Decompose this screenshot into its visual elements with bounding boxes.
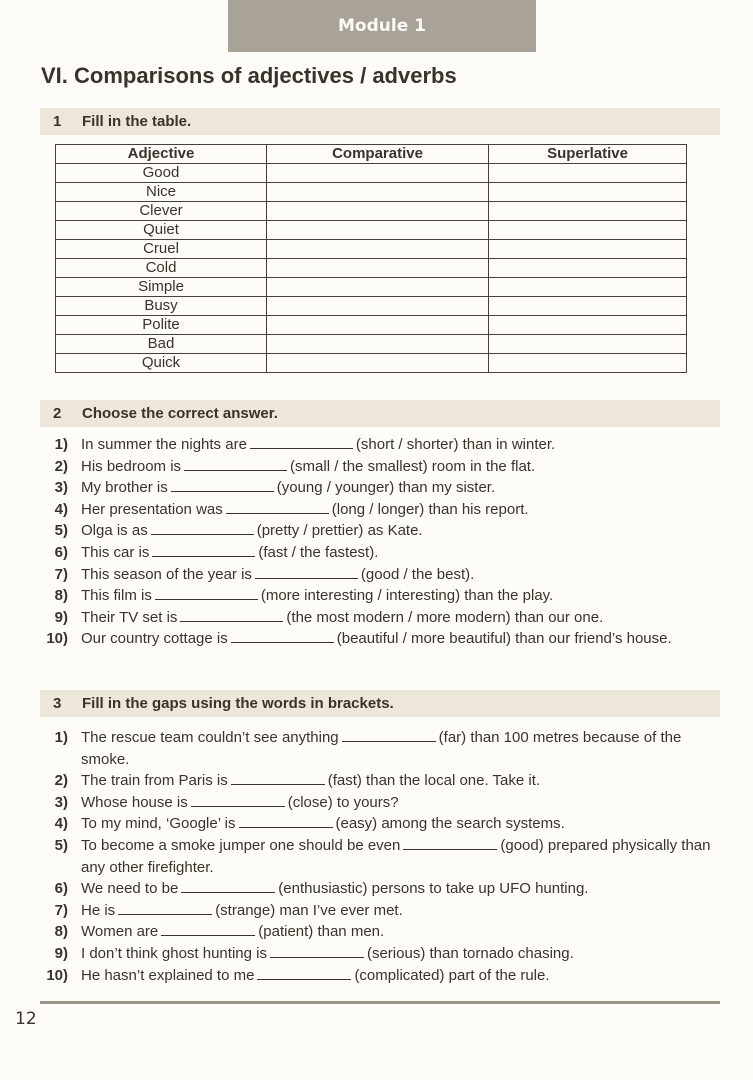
answer-blank[interactable] [155, 585, 258, 600]
exercise-item [40, 921, 730, 943]
item-text-before: We need to be [81, 880, 179, 898]
exercise-item [40, 542, 730, 564]
table-row [56, 354, 687, 373]
item-text-after: (close) to yours? [287, 793, 399, 811]
exercise-instruction: Fill in the gaps using the words in brackets. [82, 695, 394, 712]
comparative-cell[interactable] [267, 221, 489, 240]
exercise-3-items [40, 727, 730, 986]
answer-blank[interactable] [231, 628, 334, 643]
item-text-after: (fast) than the local one. Take it. [327, 772, 541, 790]
item-text-before: I don’t think ghost hunting is [81, 944, 267, 962]
item-text-before: Our country cottage is [81, 630, 228, 648]
superlative-cell[interactable] [489, 259, 687, 278]
item-text-before: This car is [81, 543, 150, 561]
item-number: 4) [54, 815, 68, 833]
answer-blank[interactable] [161, 921, 255, 936]
answer-blank[interactable] [180, 607, 283, 622]
item-number: 9) [54, 608, 68, 626]
answer-blank[interactable] [403, 835, 497, 850]
item-number: 7) [54, 565, 68, 583]
table-header-row [56, 145, 687, 164]
table-row [56, 183, 687, 202]
exercise-item [40, 520, 730, 542]
exercise-item [40, 792, 730, 814]
comparative-cell[interactable] [267, 164, 489, 183]
exercise-number: 2 [53, 405, 62, 422]
item-text-before: In summer the nights are [81, 436, 247, 453]
superlative-cell[interactable] [489, 221, 687, 240]
adjective-cell: Bad [56, 335, 267, 354]
item-number: 3) [54, 793, 68, 811]
item-number: 10) [46, 966, 68, 984]
column-header: Adjective [56, 145, 267, 164]
item-text-after: (long / longer) than his report. [331, 500, 529, 518]
exercise-item [40, 607, 730, 629]
adjective-cell: Cruel [56, 240, 267, 259]
exercise-item [40, 564, 730, 586]
item-text-before: He hasn’t explained to me [81, 966, 255, 984]
answer-blank[interactable] [231, 770, 325, 785]
item-text-after: (fast / the fastest). [258, 543, 379, 561]
comparative-cell[interactable] [267, 183, 489, 202]
exercise-item [40, 585, 730, 607]
adjective-cell: Quiet [56, 221, 267, 240]
item-number: 6) [54, 880, 68, 898]
table-row [56, 259, 687, 278]
comparative-cell[interactable] [267, 316, 489, 335]
footer-divider [40, 1001, 720, 1004]
superlative-cell[interactable] [489, 278, 687, 297]
comparative-cell[interactable] [267, 278, 489, 297]
table-row [56, 278, 687, 297]
exercise-item [40, 727, 730, 770]
adjective-cell: Good [56, 164, 267, 183]
exercise-2-header [40, 400, 720, 427]
answer-blank[interactable] [152, 542, 255, 557]
item-number: 5) [54, 836, 68, 854]
comparative-cell[interactable] [267, 202, 489, 221]
exercise-instruction: Fill in the table. [82, 113, 192, 130]
exercise-3-header [40, 690, 720, 717]
item-text-before: The train from Paris is [81, 772, 228, 790]
exercise-item [40, 434, 730, 456]
exercise-item [40, 835, 730, 878]
item-text-after: (enthusiastic) persons to take up UFO hunting. [278, 880, 589, 898]
superlative-cell[interactable] [489, 316, 687, 335]
page-title: VI. Comparisons of adjectives / adverbs [41, 63, 457, 88]
item-number: 8) [54, 587, 68, 605]
item-text-after: (easy) among the search systems. [335, 815, 565, 833]
item-number: 7) [54, 901, 68, 919]
adjective-cell: Nice [56, 183, 267, 202]
item-text-before: To become a smoke jumper one should be even [81, 836, 401, 854]
item-number: 3) [54, 479, 68, 497]
item-text-before: Her presentation was [81, 500, 223, 518]
item-text-after: (the most modern / more modern) than our one. [286, 608, 604, 626]
superlative-cell[interactable] [489, 240, 687, 259]
item-number: 1) [54, 436, 68, 453]
item-number: 8) [54, 923, 68, 941]
superlative-cell[interactable] [489, 202, 687, 221]
item-text-before: He is [81, 901, 116, 919]
table-row [56, 202, 687, 221]
item-text-after: (beautiful / more beautiful) than our friend’s house. [336, 630, 672, 648]
item-text-after: (young / younger) than my sister. [276, 479, 496, 497]
column-header: Comparative [267, 145, 489, 164]
answer-blank[interactable] [257, 965, 351, 980]
item-text-after: (far) than 100 metres because of the smoke. [81, 729, 682, 768]
exercise-number: 1 [53, 113, 62, 130]
answer-blank[interactable] [181, 878, 275, 893]
table-row [56, 240, 687, 259]
answer-blank[interactable] [151, 520, 254, 535]
superlative-cell[interactable] [489, 335, 687, 354]
item-text-before: To my mind, ‘Google’ is [81, 815, 236, 833]
table-row [56, 164, 687, 183]
item-text-before: This film is [81, 587, 152, 605]
exercise-item [40, 770, 730, 792]
answer-blank[interactable] [250, 434, 353, 449]
page-number: 12 [15, 1009, 37, 1029]
exercise-instruction: Choose the correct answer. [82, 405, 278, 422]
table-row [56, 297, 687, 316]
exercise-2-items [40, 434, 730, 650]
item-number: 5) [54, 522, 68, 540]
item-text-after: (strange) man I’ve ever met. [215, 901, 403, 919]
exercise-item [40, 943, 730, 965]
item-text-after: (good / the best). [360, 565, 475, 583]
adjectives-table [55, 144, 687, 373]
answer-blank[interactable] [270, 943, 364, 958]
item-number: 6) [54, 543, 68, 561]
answer-blank[interactable] [171, 477, 274, 492]
item-text-before: The rescue team couldn’t see anything [81, 729, 339, 746]
exercise-item [40, 813, 730, 835]
item-text-before: Women are [81, 923, 159, 941]
item-text-after: (more interesting / interesting) than the play. [260, 587, 554, 605]
answer-blank[interactable] [342, 727, 436, 742]
item-text-after: (short / shorter) than in winter. [355, 436, 556, 453]
item-number: 2) [54, 457, 68, 475]
exercise-item [40, 456, 730, 478]
answer-blank[interactable] [239, 813, 333, 828]
superlative-cell[interactable] [489, 354, 687, 373]
table-row [56, 221, 687, 240]
answer-blank[interactable] [255, 564, 358, 579]
table-row [56, 335, 687, 354]
table-row [56, 316, 687, 335]
exercise-item [40, 477, 730, 499]
item-text-after: (complicated) part of the rule. [354, 966, 550, 984]
item-number: 9) [54, 944, 68, 962]
comparative-cell[interactable] [267, 297, 489, 316]
exercise-item [40, 628, 730, 650]
exercise-item [40, 965, 730, 987]
item-text-before: Olga is as [81, 522, 148, 540]
comparative-cell[interactable] [267, 354, 489, 373]
adjective-cell: Cold [56, 259, 267, 278]
answer-blank[interactable] [184, 456, 287, 471]
item-text-before: His bedroom is [81, 457, 182, 475]
column-header: Superlative [489, 145, 687, 164]
item-text-after: (patient) than men. [258, 923, 385, 941]
item-text-after: (serious) than tornado chasing. [366, 944, 574, 962]
superlative-cell[interactable] [489, 297, 687, 316]
exercise-number: 3 [53, 695, 62, 712]
item-number: 10) [46, 630, 68, 648]
exercise-item [40, 900, 730, 922]
item-text-after: (good) prepared physically than any other firefighter. [81, 836, 711, 876]
item-text-before: This season of the year is [81, 565, 252, 583]
exercise-1-header [40, 108, 720, 135]
comparative-cell[interactable] [267, 259, 489, 278]
item-number: 2) [54, 772, 68, 790]
superlative-cell[interactable] [489, 183, 687, 202]
comparative-cell[interactable] [267, 240, 489, 259]
comparative-cell[interactable] [267, 335, 489, 354]
answer-blank[interactable] [118, 900, 212, 915]
adjective-cell: Simple [56, 278, 267, 297]
item-text-before: Their TV set is [81, 608, 178, 626]
exercise-item [40, 878, 730, 900]
item-text-before: My brother is [81, 479, 168, 497]
answer-blank[interactable] [226, 499, 329, 514]
adjective-cell: Clever [56, 202, 267, 221]
item-text-after: (small / the smallest) room in the flat. [290, 457, 536, 475]
item-number: 4) [54, 500, 68, 518]
module-tab: Module 1 [228, 0, 536, 52]
adjective-cell: Quick [56, 354, 267, 373]
exercise-item [40, 499, 730, 521]
adjective-cell: Polite [56, 316, 267, 335]
item-text-before: Whose house is [81, 793, 188, 811]
adjective-cell: Busy [56, 297, 267, 316]
answer-blank[interactable] [191, 792, 285, 807]
item-text-after: (pretty / prettier) as Kate. [256, 522, 423, 540]
superlative-cell[interactable] [489, 164, 687, 183]
item-number: 1) [54, 729, 68, 746]
